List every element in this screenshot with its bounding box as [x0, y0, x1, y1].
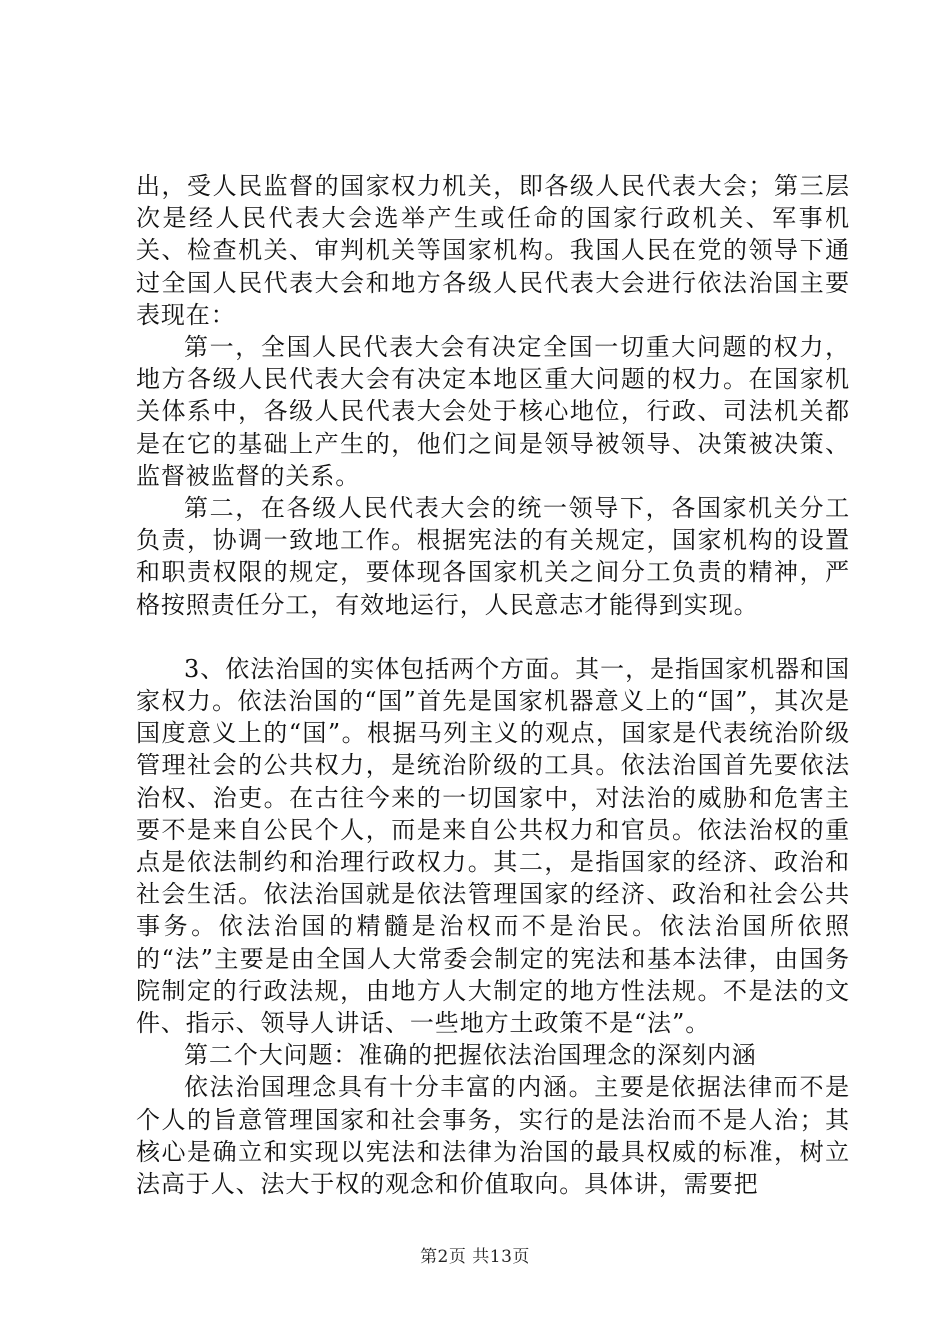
paragraph-concept: 依法治国理念具有十分丰富的内涵。主要是依据法律而不是个人的旨意管理国家和社会事务，实行的是法治而不是人治；其核心是确立和实现以宪法和法律为治国的最具权威的标准，树立法高于人、法大于权的观念和价值取向。具体讲，需要把 — [136, 1073, 850, 1199]
paragraph-section-3: 3、依法治国的实体包括两个方面。其一，是指国家机器和国家权力。依法治国的“国”首先是国家机器意义上的“国”，其次是国度意义上的“国”。根据马列主义的观点，国家是代表统治阶级管理社会的公共权力，是统治阶级的工具。依法治国首先要依法治权、治吏。在古往今来的一切国家中，对法治的威胁和危害主要不是来自公民个人，而是来自公共权力和官员。依法治权的重点是依法制约和治理行政权力。其二，是指国家的经济、政治和社会生活。依法治国就是依法管理国家的经济、政治和社会公共事务。依法治国的精髓是治权而不是治民。依法治国所依照的“法”主要是由全国人大常委会制定的宪法和基本法律，由国务院制定的行政法规，由地方人大制定的地方性法规。不是法的文件、指示、领导人讲话、一些地方土政策不是“法”。 — [136, 654, 850, 1038]
section-heading: 第二个大问题：准确的把握依法治国理念的深刻内涵 — [184, 1041, 757, 1070]
paragraph-continuation: 出，受人民监督的国家权力机关，即各级人民代表大会；第三层次是经人民代表大会选举产生或任命的国家行政机关、军事机关、检查机关、审判机关等国家机构。我国人民在党的领导下通过全国人民代表大会和地方各级人民代表大会进行依法治国主要表现在： — [136, 172, 850, 329]
document-body — [136, 170, 850, 1200]
paragraph-second-point: 第二，在各级人民代表大会的统一领导下，各国家机关分工负责，协调一致地工作。根据宪法的有关规定，国家机构的设置和职责权限的规定，要体现各国家机关之间分工负责的精神，严格按照责任分工，有效地运行，人民意志才能得到实现。 — [136, 494, 850, 619]
paragraph-gap — [136, 621, 850, 653]
paragraph-first-point: 第一，全国人民代表大会有决定全国一切重大问题的权力，地方各级人民代表大会有决定本地区重大问题的权力。在国家机关体系中，各级人民代表大会处于核心地位，行政、司法机关都是在它的基础上产生的，他们之间是领导被领导、决策被决策、监督被监督的关系。 — [136, 333, 850, 490]
page-number-footer: 第2页 共13页 — [420, 1247, 530, 1267]
